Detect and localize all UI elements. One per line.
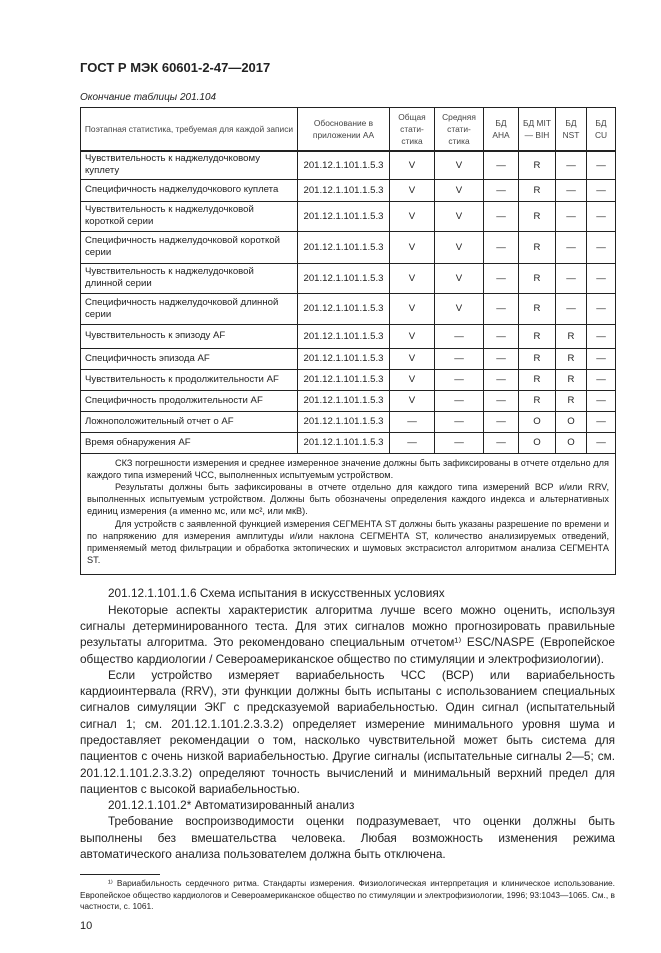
table-cell: R [556,390,587,411]
table-cell: — [587,151,616,179]
footnote [80,878,615,913]
table-cell: R [556,369,587,390]
table-cell: — [390,432,435,453]
table-cell: 201.12.1.101.1.5.3 [298,411,390,432]
table-note: СКЗ погрешности измерения и среднее измеренное значение должны быть зафиксированы в отчете отдельно для каждого типа измерений ЧСС, выполненных испытуемым устройством. [87,457,609,480]
table-cell: — [587,324,616,348]
row-label: Специфичность продолжительности AF [81,390,298,411]
table-note: Результаты должны быть зафиксированы в отчете отдельно для каждого типа измерений ВСР и/или RRV, выполненных испытуемым устройством. Должны быть обозначены определения каждого индекса и альтернативных единиц измерения (а именно мс, или мс², или мкВ). [87,481,609,517]
table-cell: — [587,201,616,231]
column-header: Поэтапная статистика, требуемая для каждой записи [81,108,298,152]
table-cell: — [435,432,484,453]
table-row [81,231,616,263]
table-cell: — [484,432,519,453]
table-row [81,293,616,324]
table-row [81,369,616,390]
table-cell: V [435,263,484,293]
table-notes-row [81,453,616,575]
table-cell: — [390,411,435,432]
table-cell: 201.12.1.101.1.5.3 [298,348,390,369]
table-cell: R [519,151,556,179]
table-caption: Окончание таблицы 201.104 [80,92,217,103]
table-cell: 201.12.1.101.1.5.3 [298,390,390,411]
table-cell: — [484,411,519,432]
table-cell: — [587,263,616,293]
table-row [81,432,616,453]
table-cell: V [390,151,435,179]
table-cell: — [484,151,519,179]
table-cell: V [390,369,435,390]
table-cell: V [435,179,484,201]
table-cell: 201.12.1.101.1.5.3 [298,151,390,179]
table-cell: V [390,179,435,201]
table-cell: V [435,293,484,324]
table-cell: — [484,293,519,324]
table-cell: O [519,411,556,432]
paragraph: Требование воспроизводимости оценки подразумевает, что оценки должны быть выполнены без вмешательства человека. Любая возможность изменения режима автоматического анализа пользователем должна быть отключена. [80,814,615,862]
column-header: Обоснование в приложении АА [298,108,390,152]
table-cell: O [556,411,587,432]
table-cell: V [390,231,435,263]
table-row [81,348,616,369]
table-cell: V [390,390,435,411]
column-header: БД NST [556,108,587,152]
section-heading: 201.12.1.101.2* Автоматизированный анализ [108,798,355,813]
table-cell: — [587,369,616,390]
table-cell: R [519,324,556,348]
table-cell: V [435,151,484,179]
paragraph: Некоторые аспекты характеристик алгоритма лучше всего можно оценить, используя сигналы детерминированного теста. Для этих сигналов можно прогнозировать правильные результаты алгоритма. Это рекомендовано специальным отчетом¹⁾ ESC/NASPE (Европейское общество кардиологии / Североамериканское общество по стимуляции и электрофизиологии). [80,602,615,666]
statistics-table [80,107,616,575]
column-header: БД AHA [484,108,519,152]
table-cell: R [519,201,556,231]
table-cell: V [435,201,484,231]
table-cell: — [556,151,587,179]
table-cell: — [484,201,519,231]
table-cell: R [519,231,556,263]
table-cell: — [556,263,587,293]
table-cell: — [484,263,519,293]
table-cell: 201.12.1.101.1.5.3 [298,231,390,263]
table-cell: — [587,411,616,432]
table-cell: 201.12.1.101.1.5.3 [298,369,390,390]
table-notes [81,453,616,575]
table-cell: — [435,390,484,411]
table-cell: R [519,369,556,390]
table-cell: V [435,231,484,263]
table-cell: — [484,179,519,201]
footnote-text: ¹⁾ Вариабильность сердечного ритма. Стандарты измерения. Физиологическая интерпретация и клиническое использование. Европейское общество кардиологов и Североамериканское общество по стимуляции и электрофизиологии, 1996; 93:1043—1065. См., в частности, с. 1061. [80,878,615,912]
table-cell: — [556,179,587,201]
table-cell: — [484,231,519,263]
standard-header: ГОСТ Р МЭК 60601-2-47—2017 [80,60,271,75]
table-cell: — [587,231,616,263]
row-label: Специфичность эпизода AF [81,348,298,369]
table-cell: R [519,390,556,411]
table-cell: — [484,390,519,411]
table-cell: 201.12.1.101.1.5.3 [298,201,390,231]
table-cell: — [435,411,484,432]
table-cell: — [484,324,519,348]
footnote-divider [80,874,160,875]
table-cell: — [556,293,587,324]
table-cell: 201.12.1.101.1.5.3 [298,179,390,201]
table-row [81,390,616,411]
table-row [81,201,616,231]
column-header: БД MIT — BIH [519,108,556,152]
table-cell: V [390,348,435,369]
row-label: Чувствительность к наджелудочковой короткой серии [81,201,298,231]
table-cell: — [587,432,616,453]
table-cell: 201.12.1.101.1.5.3 [298,324,390,348]
table-cell: R [556,348,587,369]
table-row [81,411,616,432]
column-header: Общая стати-стика [390,108,435,152]
table-cell: R [519,293,556,324]
row-label: Ложноположительный отчет о AF [81,411,298,432]
table-cell: V [390,293,435,324]
column-header: Средняя стати-стика [435,108,484,152]
table-row [81,179,616,201]
row-label: Чувствительность к наджелудочковой длинной серии [81,263,298,293]
table-cell: R [519,348,556,369]
table-note: Для устройств с заявленной функцией измерения СЕГМЕНТА ST должны быть указаны разрешение по времени и по напряжению для измерения амплитуды и/или наклона СЕГМЕНТА ST, количество анализируемых отведений, применяемый метод фильтрации и обработка эктопических и шумовых экстрасистол алгоритмом анализа СЕГМЕНТА ST. [87,518,609,566]
table-cell: — [556,201,587,231]
paragraph: Если устройство измеряет вариабельность ЧСС (ВСР) или вариабельность кардиоинтервала (RRV), эти функции должны быть испытаны с использованием специальных сигналов симуляции ЭКГ с предсказуемой вариабельностью. Один сигнал (испытательный сигнал 1; см. 201.12.1.101.2.3.3.2) определяет измерение минимального уровня шума и предоставляет рекомендации о том, насколько чувствительной может быть система для пациентов с очень низкой вариабельностью. Другие сигналы (испытательные сигналы 2—5; см. 201.12.1.101.2.3.3.2) определяют точность вычислений и минимальный верхний предел для пациентов с высокой вариабельностью. [80,667,615,796]
table-cell: — [587,179,616,201]
row-label: Специфичность наджелудочкового куплета [81,179,298,201]
table-cell: R [519,263,556,293]
table-header-row [81,108,616,152]
table-cell: V [390,324,435,348]
row-label: Специфичность наджелудочковой короткой серии [81,231,298,263]
table-cell: O [519,432,556,453]
table-cell: — [587,293,616,324]
page-number: 10 [80,919,93,932]
table-row [81,324,616,348]
table-cell: 201.12.1.101.1.5.3 [298,432,390,453]
table-cell: V [390,263,435,293]
table-cell: — [587,390,616,411]
table-cell: — [435,348,484,369]
table-cell: R [519,179,556,201]
table-cell: 201.12.1.101.1.5.3 [298,293,390,324]
column-header: БД CU [587,108,616,152]
table-cell: — [435,324,484,348]
table-cell: — [435,369,484,390]
table-cell: V [390,201,435,231]
table-cell: — [556,231,587,263]
row-label: Время обнаружения AF [81,432,298,453]
row-label: Чувствительность к наджелудочковому куплету [81,151,298,179]
body-text [80,585,615,862]
table-row [81,263,616,293]
table-cell: R [556,324,587,348]
row-label: Чувствительность к продолжительности AF [81,369,298,390]
table-cell: 201.12.1.101.1.5.3 [298,263,390,293]
table-cell: — [587,348,616,369]
row-label: Чувствительность к эпизоду AF [81,324,298,348]
table-cell: — [484,348,519,369]
table-row [81,151,616,179]
table-cell: — [484,369,519,390]
table-cell: O [556,432,587,453]
section-heading: 201.12.1.101.1.6 Схема испытания в искусственных условиях [108,586,445,601]
row-label: Специфичность наджелудочковой длинной серии [81,293,298,324]
